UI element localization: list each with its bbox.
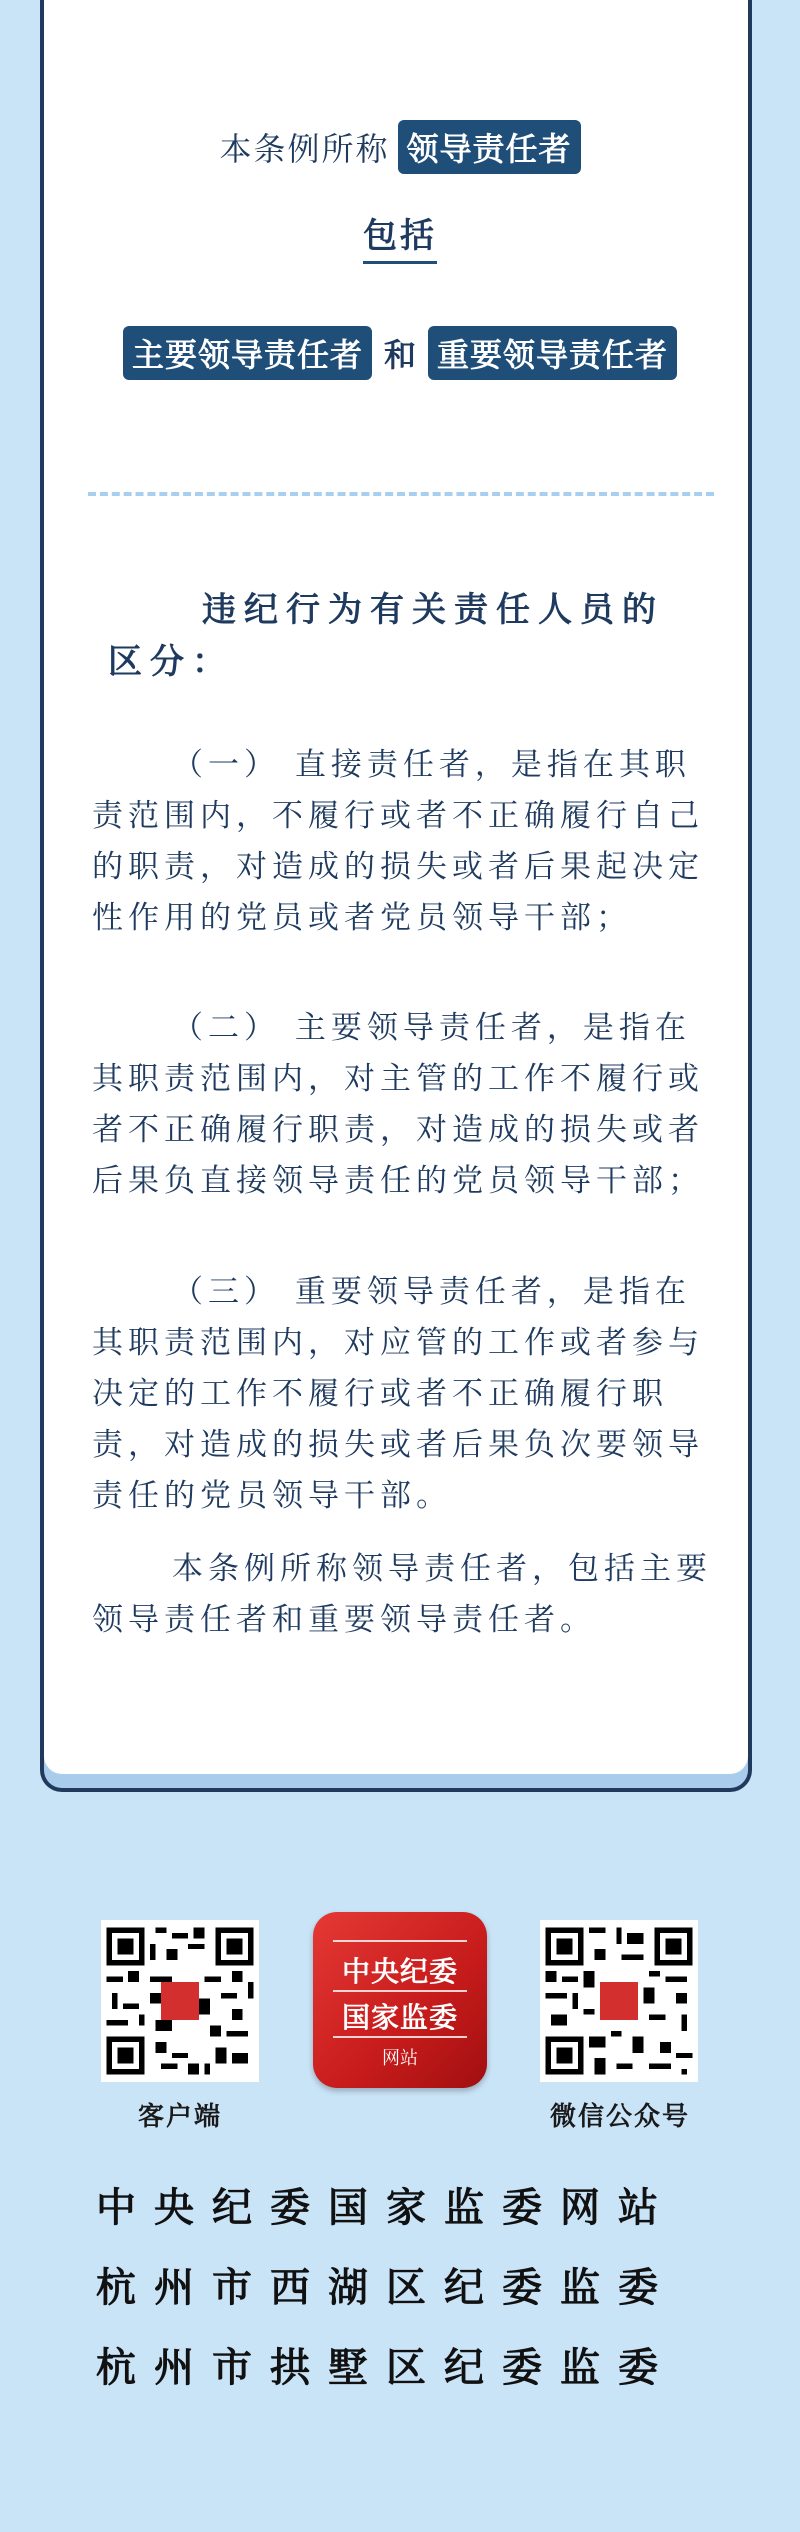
paragraph-direct-responsible: （一） 直接责任者，是指在其职责范围内，不履行或者不正确履行自己的职责，对造成的损失或者后果起决定性作用的党员或者党员领导干部； bbox=[92, 747, 704, 936]
intro-line bbox=[0, 120, 800, 174]
qr-code-icon bbox=[101, 1920, 259, 2082]
wechat-qr-code bbox=[540, 1920, 698, 2082]
paragraph-main-leader: （二） 主要领导责任者，是指在其职责范围内，对主管的工作不履行或者不正确履行职责，对造成的损失或者后果负直接领导责任的党员领导干部； bbox=[92, 1010, 704, 1199]
leader-types-line bbox=[0, 326, 800, 380]
logo-middle-rule bbox=[333, 1990, 467, 1992]
logo-bottom-rule bbox=[333, 2036, 467, 2038]
and-label: 和 bbox=[383, 336, 416, 374]
wechat-qr-caption: 微信公众号 bbox=[549, 2102, 690, 2132]
logo-top-rule bbox=[333, 1940, 467, 1942]
client-qr-code bbox=[101, 1920, 259, 2082]
heading-line-2: 区分： bbox=[108, 642, 234, 682]
footer-line-gongshu: 杭州市拱墅区纪委监委 bbox=[96, 2344, 676, 2391]
includes-line bbox=[0, 208, 800, 264]
paragraph-important-leader: （三） 重要领导责任者，是指在其职责范围内，对应管的工作或者参与决定的工作不履行或者不正确履行职责，对造成的损失或者后果负次要领导责任的党员领导干部。 bbox=[92, 1274, 704, 1514]
ccdi-site-logo[interactable] bbox=[313, 1912, 487, 2088]
heading-line-1: 违纪行为有关责任人员的 bbox=[202, 590, 664, 630]
important-leader-highlight: 重要领导责任者 bbox=[428, 326, 677, 380]
dashed-divider bbox=[88, 492, 714, 496]
section-heading bbox=[108, 584, 708, 688]
main-leader-highlight: 主要领导责任者 bbox=[123, 326, 372, 380]
includes-label: 包括 bbox=[363, 208, 437, 264]
qr-code-icon bbox=[540, 1920, 698, 2082]
logo-line-3: 网站 bbox=[382, 2048, 418, 2069]
paragraph-summary: 本条例所称领导责任者，包括主要领导责任者和重要领导责任者。 bbox=[92, 1551, 712, 1638]
logo-line-1: 中央纪委 bbox=[341, 1955, 458, 1988]
intro-prefix: 本条例所称 bbox=[219, 130, 390, 168]
logo-line-2: 国家监委 bbox=[341, 2001, 458, 2034]
client-qr-caption: 客户端 bbox=[137, 2102, 222, 2132]
footer-line-ccdi: 中央纪委国家监委网站 bbox=[96, 2184, 676, 2231]
footer-line-xihu: 杭州市西湖区纪委监委 bbox=[96, 2264, 676, 2311]
leader-highlight: 领导责任者 bbox=[398, 120, 581, 174]
